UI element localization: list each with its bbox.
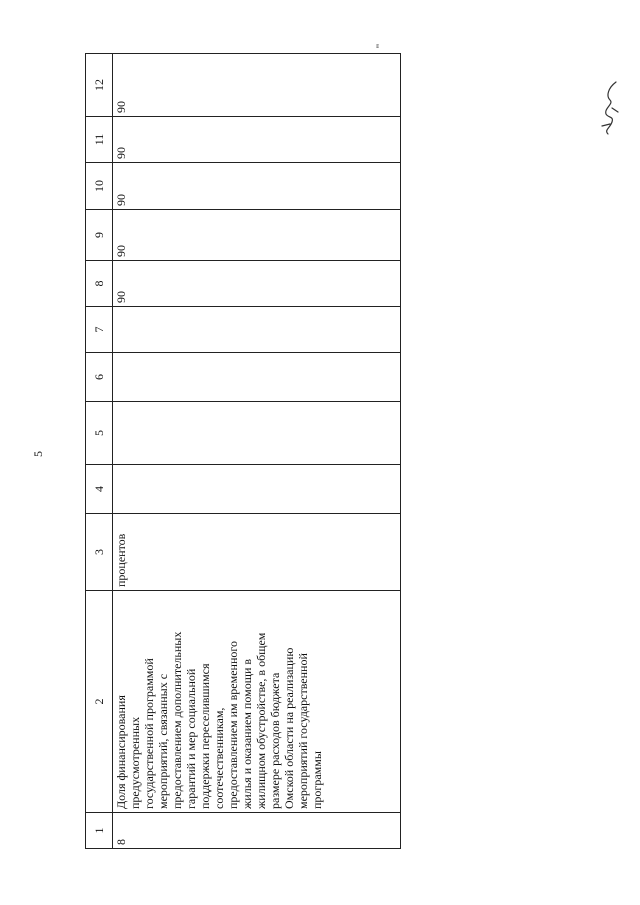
row-number-cell: 8 (113, 813, 401, 849)
value-cell-12: 90 (113, 54, 401, 117)
indicator-description-cell: Доля финансирования предусмотренных государственной программой мероприятий, связанных с предоставлением дополнительных гарантий и мер социальной поддержки переселившимся соотечественникам, предоставлением им временного жилья и оказанием помощи в жилищном обустройстве, в общем размере расходов бюджета Омской области на реализацию мероприятий государственной программы (113, 591, 401, 813)
unit-cell: процентов (113, 514, 401, 591)
table-header-row (86, 54, 113, 849)
table-row (113, 54, 401, 849)
value-cell-5 (113, 402, 401, 465)
header-cell: 2 (86, 591, 113, 813)
signature-mark (598, 78, 624, 138)
value-cell-8: 90 (113, 261, 401, 307)
header-cell: 4 (86, 465, 113, 514)
value-cell-6 (113, 353, 401, 402)
header-cell: 3 (86, 514, 113, 591)
indicator-table (85, 53, 401, 849)
header-cell: 10 (86, 163, 113, 210)
header-cell: 11 (86, 117, 113, 163)
value-cell-10: 90 (113, 163, 401, 210)
indicator-table-container (85, 54, 401, 849)
value-cell-7 (113, 307, 401, 353)
header-cell: 9 (86, 210, 113, 261)
header-cell: 1 (86, 813, 113, 849)
header-cell: 6 (86, 353, 113, 402)
header-cell: 12 (86, 54, 113, 117)
value-cell-4 (113, 465, 401, 514)
quote-mark: " (374, 43, 387, 49)
header-cell: 5 (86, 402, 113, 465)
header-cell: 8 (86, 261, 113, 307)
value-cell-9: 90 (113, 210, 401, 261)
value-cell-11: 90 (113, 117, 401, 163)
header-cell: 7 (86, 307, 113, 353)
page-number: 5 (31, 451, 45, 457)
